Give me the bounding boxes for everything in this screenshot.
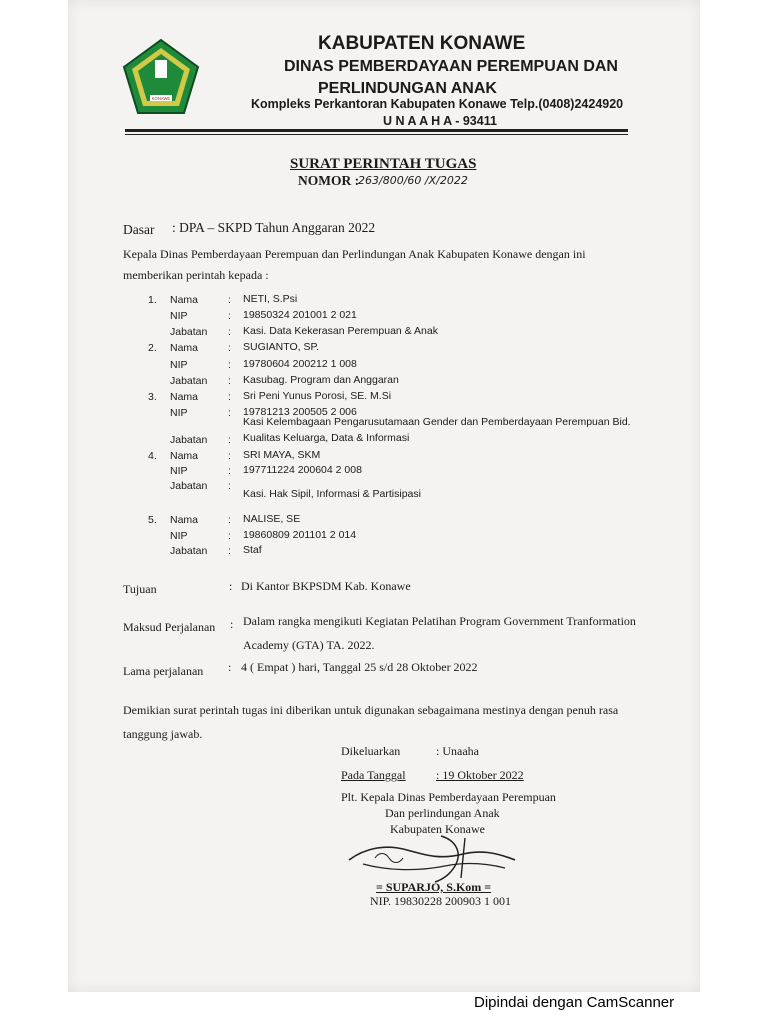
document-number-value: 263/800/60 /X/2022 bbox=[358, 174, 468, 187]
intro-line-2: memberikan perintah kepada : bbox=[123, 268, 269, 282]
person-3-position-label: Jabatan bbox=[170, 434, 208, 446]
person-3-name-label: Nama bbox=[170, 391, 199, 403]
signatory-title-2: Dan perlindungan Anak bbox=[385, 806, 500, 820]
maksud-line-1: Dalam rangka mengikuti Kegiatan Pelatihan Program Government Tranformation bbox=[243, 614, 636, 628]
signer-name: = SUPARJO, S.Kom = bbox=[376, 880, 492, 894]
signer-nip: NIP. 19830228 200903 1 001 bbox=[370, 894, 512, 908]
person-5-position: Staf bbox=[243, 544, 262, 556]
person-1-nip-label: NIP bbox=[170, 310, 188, 322]
person-2-name: SUGIANTO, SP. bbox=[243, 341, 320, 353]
person-3-nip-label: NIP bbox=[170, 407, 188, 419]
person-4-name-label: Nama bbox=[170, 450, 199, 462]
person-3-number: 3. bbox=[148, 391, 157, 403]
signatory-title-3: Kabupaten Konawe bbox=[390, 822, 485, 836]
person-4-position: Kasi. Hak Sipil, Informasi & Partisipasi bbox=[243, 488, 421, 500]
letterhead-rule-thick bbox=[125, 129, 628, 132]
person-3-position-line2: Kualitas Keluarga, Data & Informasi bbox=[243, 432, 410, 444]
colon: : bbox=[228, 450, 231, 462]
date-value: : 19 Oktober 2022 bbox=[436, 768, 524, 782]
colon: : bbox=[228, 359, 231, 371]
person-5-nip-label: NIP bbox=[170, 530, 188, 542]
person-1-position: Kasi. Data Kekerasan Perempuan & Anak bbox=[243, 325, 438, 337]
maksud-label: Maksud Perjalanan bbox=[123, 620, 216, 634]
document-title: SURAT PERINTAH TUGAS bbox=[290, 156, 477, 172]
tujuan-label: Tujuan bbox=[123, 582, 157, 596]
person-1-number: 1. bbox=[148, 294, 157, 306]
person-4-name: SRI MAYA, SKM bbox=[243, 449, 321, 461]
person-2-position-label: Jabatan bbox=[170, 375, 208, 387]
colon: : bbox=[228, 545, 231, 557]
konawe-emblem-logo bbox=[122, 38, 200, 116]
colon: : bbox=[229, 579, 233, 593]
person-3-nip: 19781213 200505 2 006 bbox=[243, 406, 357, 418]
tujuan-value: Di Kantor BKPSDM Kab. Konawe bbox=[241, 579, 411, 593]
colon: : bbox=[228, 660, 232, 674]
colon: : bbox=[230, 617, 234, 631]
person-4-number: 4. bbox=[148, 450, 157, 462]
scanner-footer: Dipindai dengan CamScanner bbox=[474, 994, 675, 1011]
intro-line-1: Kepala Dinas Pemberdayaan Perempuan dan Perlindungan Anak Kabupaten Konawe dengan ini bbox=[123, 247, 586, 261]
lama-label: Lama perjalanan bbox=[123, 664, 204, 678]
person-2-number: 2. bbox=[148, 342, 157, 354]
svg-text:KONAWE: KONAWE bbox=[151, 96, 171, 101]
person-3-name: Sri Peni Yunus Porosi, SE. M.Si bbox=[243, 390, 392, 402]
lama-value: 4 ( Empat ) hari, Tanggal 25 s/d 28 Oktober 2022 bbox=[241, 660, 478, 674]
colon: : bbox=[228, 434, 231, 446]
colon: : bbox=[228, 342, 231, 354]
maksud-line-2: Academy (GTA) TA. 2022. bbox=[243, 638, 375, 652]
dasar-label: Dasar bbox=[123, 222, 155, 237]
person-1-position-label: Jabatan bbox=[170, 326, 208, 338]
signatory-title-1: Plt. Kepala Dinas Pemberdayaan Perempuan bbox=[341, 790, 556, 804]
issued-label: Dikeluarkan bbox=[341, 744, 401, 758]
person-4-nip-label: NIP bbox=[170, 465, 188, 477]
letterhead-regency: KABUPATEN KONAWE bbox=[318, 33, 526, 54]
person-3-position-line1: Kasi Kelembagaan Pengarusutamaan Gender dan Pemberdayaan Perempuan Bid. bbox=[243, 416, 631, 428]
person-5-nip: 19860809 201101 2 014 bbox=[243, 529, 357, 541]
person-1-name-label: Nama bbox=[170, 294, 199, 306]
colon: : bbox=[228, 407, 231, 419]
person-5-number: 5. bbox=[148, 514, 157, 526]
letterhead-agency-line2: PERLINDUNGAN ANAK bbox=[318, 80, 497, 97]
person-1-name: NETI, S.Psi bbox=[243, 293, 298, 305]
person-4-position-label: Jabatan bbox=[170, 480, 208, 492]
person-5-name-label: Nama bbox=[170, 514, 199, 526]
document-number-label: NOMOR : bbox=[298, 173, 360, 188]
colon: : bbox=[228, 326, 231, 338]
colon: : bbox=[228, 514, 231, 526]
person-4-nip: 197711224 200604 2 008 bbox=[243, 464, 362, 476]
person-2-nip-label: NIP bbox=[170, 359, 188, 371]
colon: : bbox=[228, 294, 231, 306]
closing-line-1: Demikian surat perintah tugas ini diberikan untuk digunakan sebagaimana mestinya dengan penuh rasa bbox=[123, 703, 619, 717]
date-label: Pada Tanggal bbox=[341, 768, 406, 782]
person-2-position: Kasubag. Program dan Anggaran bbox=[243, 374, 399, 386]
letterhead-rule-thin bbox=[125, 134, 628, 135]
person-1-nip: 19850324 201001 2 021 bbox=[243, 309, 357, 321]
person-2-name-label: Nama bbox=[170, 342, 199, 354]
person-2-nip: 19780604 200212 1 008 bbox=[243, 358, 357, 370]
letterhead-address: Kompleks Perkantoran Kabupaten Konawe Telp.(0408)2424920 bbox=[251, 97, 624, 111]
person-5-name: NALISE, SE bbox=[243, 513, 301, 525]
closing-line-2: tanggung jawab. bbox=[123, 727, 203, 741]
letterhead-agency-line1: DINAS PEMBERDAYAAN PEREMPUAN DAN bbox=[284, 58, 618, 75]
issued-value: : Unaaha bbox=[436, 744, 479, 758]
handwritten-signature bbox=[345, 830, 520, 886]
colon: : bbox=[228, 375, 231, 387]
colon: : bbox=[228, 391, 231, 403]
colon: : bbox=[228, 465, 231, 477]
colon: : bbox=[228, 480, 231, 492]
colon: : bbox=[228, 530, 231, 542]
person-5-position-label: Jabatan bbox=[170, 545, 208, 557]
letterhead-city: U N A A H A - 93411 bbox=[383, 114, 497, 128]
dasar-value: : DPA – SKPD Tahun Anggaran 2022 bbox=[172, 220, 376, 235]
colon: : bbox=[228, 310, 231, 322]
